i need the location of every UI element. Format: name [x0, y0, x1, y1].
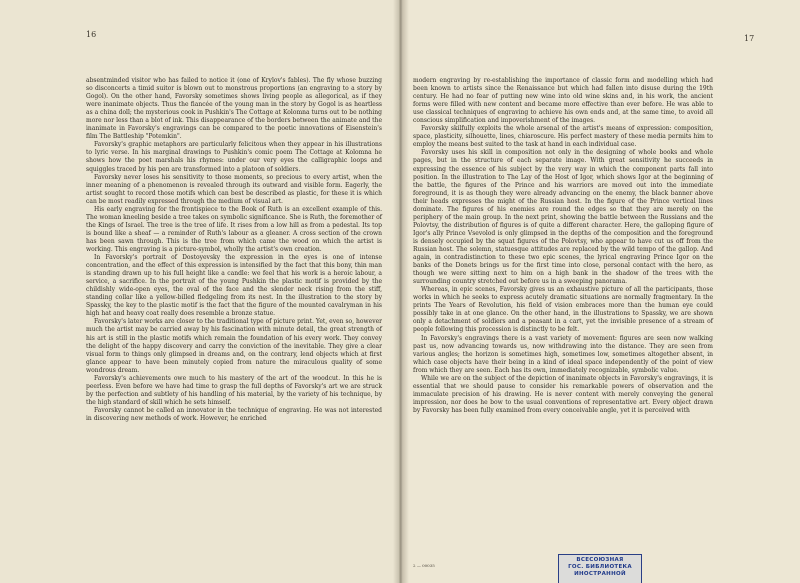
- paragraph: In Favorsky's portrait of Dostoyevsky the expression in the eyes is one of intense concentration, and the effect of this expression is intensified by the fact that this bony, thin man is standing drawn up to his full height like a candle: we feel that his work is a heroic labour, a service, a sacrifice. In the portrait of the young Pushkin the plastic motif is provided by the childishly wide-open eyes, the oval of the face and the slender neck rising from the stiff, standing collar like a yellow-billed fledgeling from its nest. In the illustration to the story by Spassky, the key to the plastic motif is the fact that the figure of the mounted cavalryman in his high hat and heavy coat really does resemble a bronze statue.: [86, 254, 382, 318]
- left-page-text: [86, 77, 382, 423]
- paragraph: Favorsky's achievements owe much to his mastery of the art of the woodcut. In this he is peerless. Even before we have had time to grasp the full depths of Favorsky's art we are struck by the perfection and subtlety of his handling of his material, by the variety of his technique, by the high standard of skill which he sets himself.: [86, 374, 382, 406]
- page-number-right: 17: [744, 34, 755, 43]
- book-gutter: [393, 0, 409, 583]
- stamp-line: ГОС. БИБЛИОТЕКА: [568, 564, 632, 570]
- stamp-line: ВСЕСОЮЗНАЯ: [576, 557, 624, 563]
- paragraph: His early engraving for the frontispiece to the Book of Ruth is an excellent example of this. The woman kneeling beside a tree takes on symbolic significance. She is Ruth, the foremother of the Kings of Israel. The tree is the tree of life. It rises from a low hill as from a pedestal. Its top is bound like a sheaf — a reminder of Ruth's labour as a gleaner. A cross section of the crown has been sawn through. This is the tree from which came the wood on which the artist is working. This engraving is a picture-symbol, wholly the artist's own creation.: [86, 205, 382, 253]
- printer-signature: 2 — 00035: [413, 563, 435, 568]
- page-number-left: 16: [86, 30, 97, 39]
- library-stamp: [558, 554, 642, 583]
- paragraph: Favorsky skilfully exploits the whole arsenal of the artist's means of expression: composition, space, plasticity, silhouette, lines, chiaroscure. His perfect mastery of these media permits him to employ the means best suited to the task at hand in each individual case.: [413, 125, 713, 149]
- paragraph: modern engraving by re-establishing the importance of classic form and modelling which had been known to artists since the Renaissance but which had fallen into disuse during the 19th century. He had no fear of putting new wine into old wine skins and, in his work, the ancient forms were filled with new content and became more effective than ever before. He was able to use classical techniques of engraving to achieve his own ends and, at the same time, to avoid all conscious simplification and impoverishment of the images.: [413, 77, 713, 125]
- paragraph: Favorsky never loses his sensitivity to those moments, so precious to every artist, when the inner meaning of a phenomenon is revealed through its outward and visible form. Eagerly, the artist sought to record those motifs which can best be described as plastic, for these it is which can be most readily expressed through the medium of visual art.: [86, 173, 382, 205]
- left-page: [0, 0, 399, 583]
- paragraph: absentminded visitor who has failed to notice it (one of Krylov's fables). The fly whose buzzing so disconcerts a timid suitor is blown out to monstrous proportions (an engraving to a story by Gogol). On the other hand, Favorsky sometimes shows living people as allegorical, as if they were inanimate objects. Thus the fiancée of the young man in the story by Gogol is as heartless as a china doll; the mysterious cook in Pushkin's The Cottage at Kolomna turns out to be nothing more nor less than a blot of ink. This disappearance of the borders between the animate and the inanimate in Favorsky's engravings can be compared to the poetic innovations of Eisenstein's film The Battleship "Potemkin".: [86, 77, 382, 141]
- paragraph: In Favorsky's engravings there is a vast variety of movement: figures are seen now walking past us, now advancing towards us, now withdrawing into the distance. They are seen from various angles; the horizon is sometimes high, sometimes low, sometimes altogether absent, in which case objects have their being in a kind of ideal space independently of the point of view from which they are seen. Each has its own, immediately recognizable, symbolic value.: [413, 334, 713, 374]
- paragraph: Favorsky's graphic metaphors are particularly felicitous when they appear in his illustrations to lyric verse. In his marginal drawings to Pushkin's comic poem The Cottage at Kolomna he shows how the poet marshals his rhymes: under our very eyes the calligraphic loops and squiggles traced by his pen are transformed into a platoon of soldiers.: [86, 141, 382, 173]
- paragraph: Whereas, in epic scenes, Favorsky gives us an exhaustive picture of all the participants, those works in which he seeks to express acutely dramatic situations are normally fragmentary. In the prints The Years of Revolution, his field of vision embraces more than the human eye could possibly take in at one glance. On the other hand, in the illustrations to Spassky, we are shown only a detachment of soldiers and a peasant in a cart, yet the invisible presence of a stream of people following this procession is distinctly to be felt.: [413, 286, 713, 334]
- stamp-line: ИНОСТРАННОЙ: [574, 571, 626, 577]
- paragraph: Favorsky uses his skill in composition not only in the designing of whole books and whole pages, but in the structure of each separate image. With great sensitivity he succeeds in expressing the essence of his subject by the very way in which the component parts fall into position. In the illustration to The Lay of the Host of Igor, which shows Igor at the beginning of the battle, the figures of the Prince and his warriors are moved out into the immediate foreground, it is as though they were already advancing on the enemy, the black banner above their heads expresses the might of the Russian host. In the figure of the Prince vertical lines dominate. The figures of his enemies are round the edges so that they are merely on the periphery of the main group. In the next print, showing the battle between the Russians and the Polovtsy, the distribution of figures is of quite a different character. Here, the galloping figure of Igor's ally Prince Vsevolod is only glimpsed in the depths of the composition and the foreground is densely occupied by the squat figures of the Polovtsy, who appear to have cut us off from the Russian host. The solemn, statuesque attitudes are replaced by the wild tempo of the gallop. And again, in contradistinction to these two epic scenes, the lyrical engraving Prince Igor on the banks of the Donets brings us for the first time into close, personal contact with the hero, as though we were sitting next to him on a high bank in the shadow of the trees with the surrounding country stretched out before us in a sweeping panorama.: [413, 149, 713, 286]
- right-page-text: [413, 77, 713, 415]
- right-page: [401, 0, 800, 583]
- paragraph: While we are on the subject of the depiction of inanimate objects in Favorsky's engravings, it is essential that we should pause to consider his remarkable powers of observation and the immaculate precision of his drawing. He is never content with merely conveying the general impression, nor does he bow to the usual conventions of representative art. Every object drawn by Favorsky has been fully examined from every conceivable angle, yet it is perceived with: [413, 374, 713, 414]
- paragraph: Favorsky cannot be called an innovator in the technique of engraving. He was not interested in discovering new methods of work. However, he enriched: [86, 406, 382, 422]
- paragraph: Favorsky's later works are closer to the traditional type of picture print. Yet, even so, however much the artist may be carried away by his fascination with minute detail, the great strength of his art is still in the plastic motifs which remain the foundation of his every work. They convey the delight of the happy discovery and carry the conviction of the inevitable. They give a clear visual form to things only glimpsed in dreams and, on the contrary, lend objects which at first glance appear to have been minutely copied from nature the miraculous quality of some wondrous dream.: [86, 318, 382, 374]
